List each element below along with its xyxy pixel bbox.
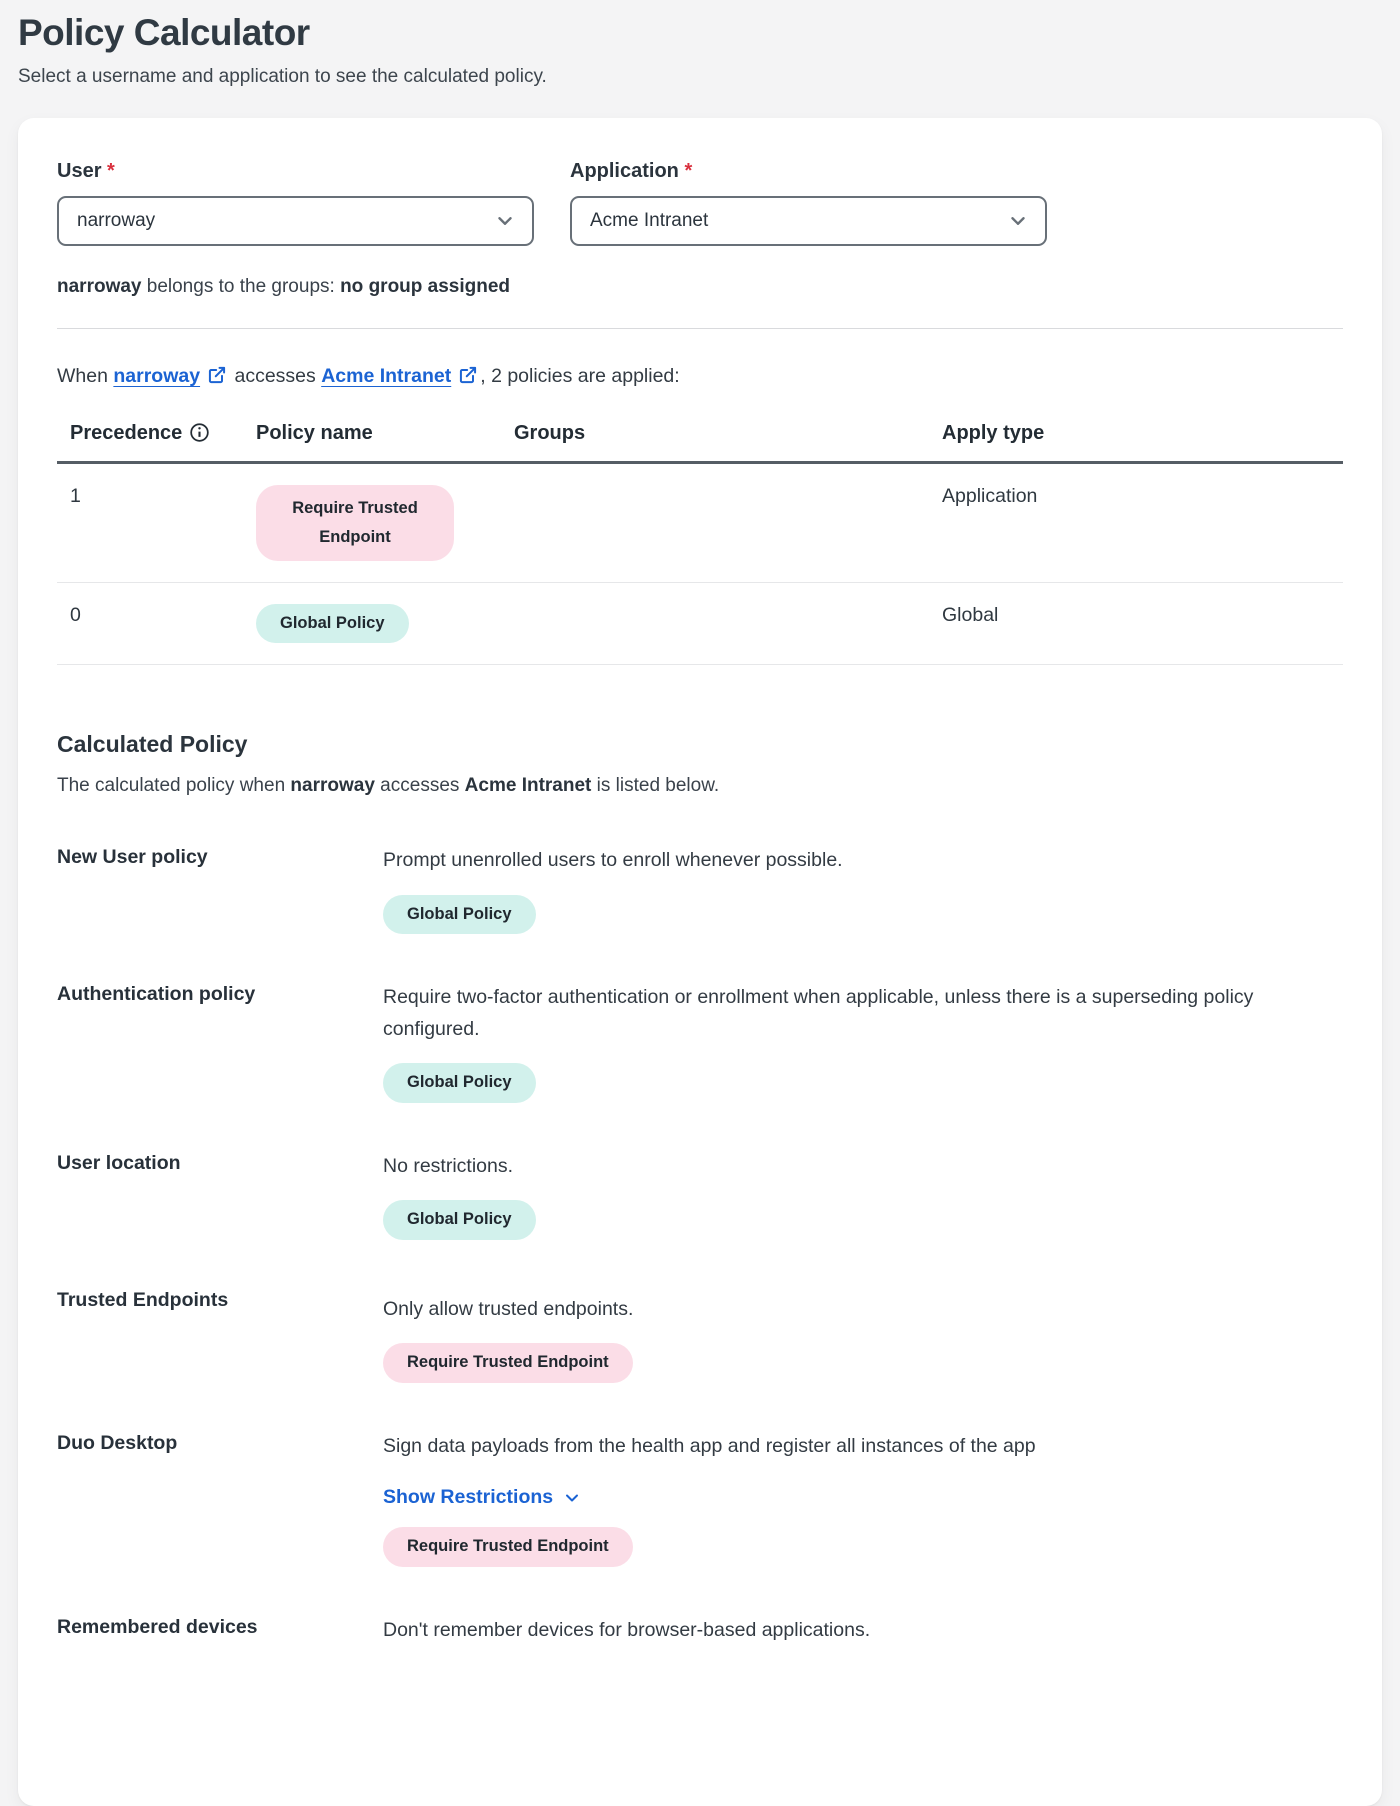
applied-line-suffix: , 2 policies are applied: [480, 365, 680, 387]
apply-type-cell: Global [929, 582, 1343, 664]
policy-item-label: Trusted Endpoints [57, 1288, 229, 1311]
page-title: Policy Calculator [18, 12, 310, 53]
calc-desc-middle: accesses [374, 775, 465, 797]
user-label-text: User [57, 160, 102, 182]
precedence-header-text: Precedence [70, 422, 183, 444]
section-divider [57, 328, 1343, 329]
application-select[interactable] [570, 196, 1047, 246]
user-groups-line [57, 276, 1343, 298]
policy-item-description: Prompt unenrolled users to enroll whenever possible. [383, 849, 843, 872]
precedence-cell: 1 [57, 463, 243, 583]
source-policy-badge: Global Policy [383, 1200, 536, 1239]
precedence-cell: 0 [57, 582, 243, 664]
policy-item-body [383, 845, 1343, 934]
info-icon[interactable] [189, 422, 210, 443]
application-select-value: Acme Intranet [590, 210, 709, 231]
policy-item-description: Sign data payloads from the health app and register all instances of the app [383, 1434, 1036, 1457]
policy-item-duo-desktop [57, 1431, 1343, 1567]
selector-form [57, 160, 1343, 246]
column-header-apply-type: Apply type [929, 414, 1343, 463]
policy-item-user-location [57, 1151, 1343, 1240]
applied-line-middle: accesses [229, 365, 322, 387]
policy-item-badge-row [383, 1063, 1343, 1102]
chevron-down-icon [562, 1488, 582, 1508]
source-policy-badge: Require Trusted Endpoint [383, 1527, 633, 1566]
groups-line-text: belongs to the groups: [141, 276, 341, 297]
policy-item-badge-row [383, 1200, 1343, 1239]
policy-item-body [383, 1288, 1343, 1383]
policy-badge: Require Trusted Endpoint [256, 485, 454, 561]
user-select-value: narroway [77, 210, 156, 231]
policy-item-body [383, 1151, 1343, 1240]
policy-item-trusted-endpoints [57, 1288, 1343, 1383]
applied-line-prefix: When [57, 365, 114, 387]
policy-name-cell [243, 582, 501, 664]
applied-policies-line [57, 365, 1343, 388]
column-header-policy-name: Policy name [243, 414, 501, 463]
show-restrictions-toggle[interactable] [383, 1486, 582, 1509]
user-select[interactable] [57, 196, 534, 246]
page-subtitle: Select a username and application to see the calculated policy. [18, 66, 547, 87]
policy-item-remembered-devices [57, 1615, 1343, 1647]
table-header-row [57, 414, 1343, 463]
groups-cell [501, 582, 929, 664]
column-header-precedence [57, 414, 243, 463]
policy-item-badge-row [383, 1527, 1343, 1566]
chevron-down-icon [1007, 210, 1029, 232]
calc-desc-suffix: is listed below. [591, 775, 720, 797]
user-field-label [57, 160, 534, 183]
required-asterisk: * [107, 160, 115, 182]
policy-badge: Global Policy [256, 604, 409, 643]
show-restrictions-label: Show Restrictions [383, 1486, 554, 1509]
calculated-policy-description [57, 775, 1343, 797]
source-policy-badge: Global Policy [383, 895, 536, 934]
policy-calculator-card [18, 118, 1382, 1806]
required-asterisk: * [684, 160, 693, 182]
policy-item-label: New User policy [57, 846, 208, 869]
apply-type-cell: Application [929, 463, 1343, 583]
policy-item-body [383, 1615, 1343, 1647]
groups-line-value: no group assigned [340, 276, 511, 297]
groups-cell [501, 463, 929, 583]
policy-item-description: No restrictions. [383, 1154, 514, 1177]
policy-item-new-user [57, 845, 1343, 934]
policy-item-body [383, 982, 1343, 1103]
chevron-down-icon [494, 210, 516, 232]
policy-item-badge-row [383, 895, 1343, 934]
page-header [0, 0, 1400, 88]
policy-item-description: Require two-factor authentication or enrollment when applicable, unless there is a superseding policy configured. [383, 986, 1254, 1040]
application-link[interactable]: Acme Intranet [321, 365, 452, 387]
policy-item-description: Don't remember devices for browser-based applications. [383, 1618, 871, 1641]
policy-item-label: Duo Desktop [57, 1431, 178, 1454]
applied-policies-table [57, 414, 1343, 665]
table-row [57, 582, 1343, 664]
calc-desc-prefix: The calculated policy when [57, 775, 291, 797]
application-field-label [570, 160, 1047, 183]
policy-item-label: Remembered devices [57, 1615, 258, 1638]
user-link[interactable]: narroway [113, 365, 201, 387]
application-field [570, 160, 1047, 246]
application-label-text: Application [570, 160, 679, 182]
external-link-icon[interactable] [458, 365, 478, 385]
user-field [57, 160, 534, 246]
source-policy-badge: Global Policy [383, 1063, 536, 1102]
table-row [57, 463, 1343, 583]
external-link-icon[interactable] [207, 365, 227, 385]
calc-desc-user: narroway [290, 775, 375, 797]
policy-item-label: Authentication policy [57, 983, 256, 1006]
policy-item-authentication [57, 982, 1343, 1103]
column-header-groups: Groups [501, 414, 929, 463]
groups-line-username: narroway [57, 276, 142, 297]
policy-item-restrictions [383, 1462, 1343, 1509]
policy-name-cell [243, 463, 501, 583]
calculated-policy-heading: Calculated Policy [57, 731, 248, 758]
policy-item-body [383, 1431, 1343, 1567]
policy-item-label: User location [57, 1151, 181, 1174]
policy-item-description: Only allow trusted endpoints. [383, 1297, 634, 1320]
calc-desc-app: Acme Intranet [464, 775, 592, 797]
source-policy-badge: Require Trusted Endpoint [383, 1343, 633, 1382]
policy-item-badge-row [383, 1343, 1343, 1382]
